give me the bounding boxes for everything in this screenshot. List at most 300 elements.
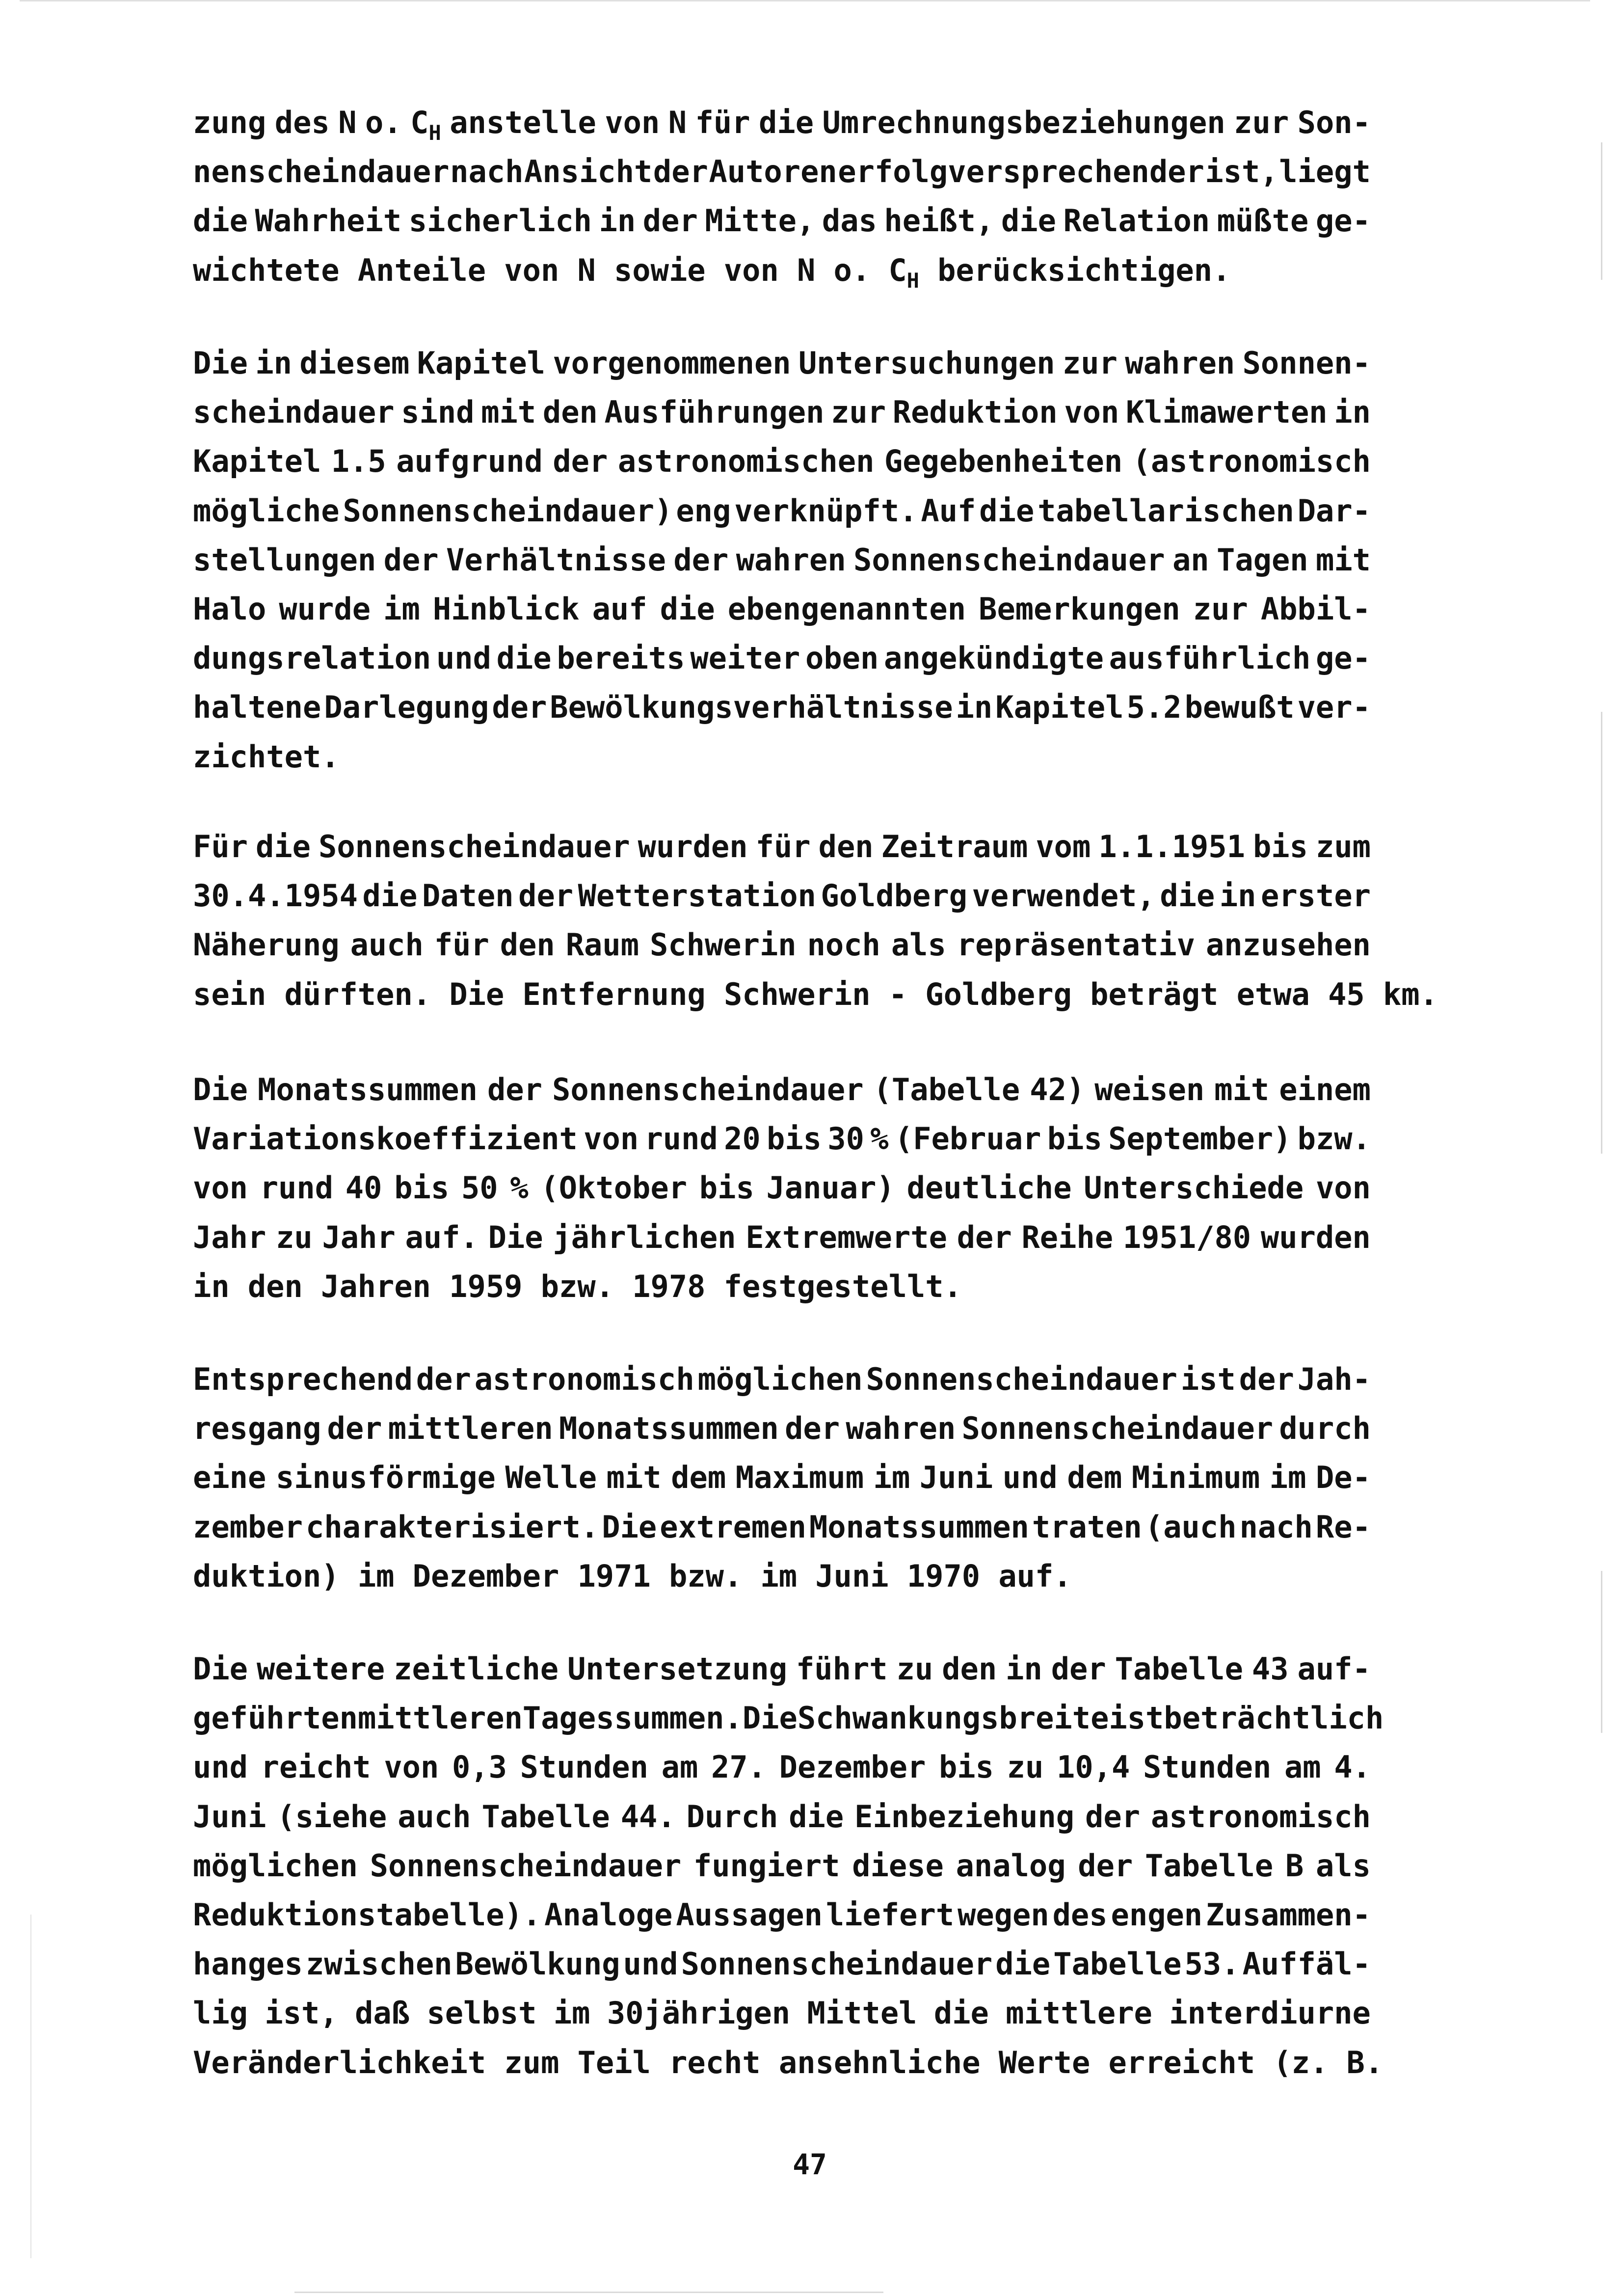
- word: Juni: [815, 1558, 889, 1594]
- word: Dar-: [1297, 493, 1371, 529]
- word: Variationskoeffizient: [193, 1121, 578, 1157]
- word: 30jährigen: [607, 1995, 791, 2031]
- word: sicherlich: [408, 203, 592, 239]
- word: deutliche: [906, 1170, 1072, 1206]
- word: 45: [1328, 976, 1365, 1012]
- word: Zeitraum: [881, 829, 1028, 864]
- text-line: [193, 822, 1371, 871]
- word: zichtet.: [193, 739, 340, 775]
- word: der: [1051, 1651, 1106, 1687]
- scan-edge-right-3: [1601, 1571, 1602, 1733]
- word: der: [492, 689, 547, 725]
- word: diese: [852, 1848, 944, 1884]
- word: ver-: [1297, 689, 1371, 725]
- word: o.: [365, 105, 402, 140]
- word: zur: [831, 394, 886, 430]
- word: die: [979, 493, 1035, 529]
- word: Maximum: [735, 1459, 864, 1495]
- word: Reduktion: [892, 394, 1058, 430]
- scan-edge-right-1: [1601, 142, 1602, 280]
- word: im: [873, 1459, 910, 1495]
- word: des: [274, 105, 330, 140]
- word: im: [357, 1558, 395, 1594]
- word: daß: [355, 1995, 410, 2031]
- word: Entfernung: [522, 976, 706, 1012]
- text-line: [193, 388, 1371, 437]
- word: die: [660, 591, 715, 627]
- word: wurden: [1260, 1219, 1371, 1255]
- word: anzusehen: [1205, 927, 1371, 963]
- word: Die: [602, 1509, 657, 1545]
- word: eng: [676, 493, 731, 529]
- word: Halo: [193, 591, 266, 627]
- word: -: [888, 976, 907, 1012]
- word: repräsentativ: [957, 927, 1196, 963]
- word: 1951/80: [1122, 1219, 1251, 1255]
- word: dungsrelation: [193, 640, 431, 676]
- word: Tabelle: [1144, 1848, 1274, 1884]
- text-line: [193, 585, 1371, 634]
- word: Sonnenscheindauer: [961, 1410, 1274, 1446]
- text-line: [193, 1213, 1371, 1262]
- text-line: [193, 871, 1371, 920]
- word: an: [1172, 542, 1209, 578]
- word: lig: [193, 1995, 248, 2031]
- word: die: [1001, 203, 1056, 239]
- text-line: [193, 732, 1371, 782]
- word: 5.2: [1126, 689, 1182, 725]
- text-line: [193, 1841, 1371, 1891]
- word: Tabelle: [1053, 1946, 1182, 1982]
- word: Daten: [422, 878, 514, 914]
- text-line: [193, 2038, 1384, 2087]
- text-line: [193, 1065, 1371, 1114]
- text-line: [193, 1114, 1371, 1163]
- text-line: [193, 147, 1371, 196]
- word: Reihe: [1021, 1219, 1114, 1255]
- word: %: [870, 1121, 889, 1157]
- word: 30: [827, 1121, 864, 1157]
- word: zung: [193, 105, 266, 140]
- word: Autoren: [709, 154, 837, 189]
- text-line: [193, 1989, 1371, 2038]
- word: 20: [724, 1121, 761, 1157]
- word: verknüpft.: [734, 493, 918, 529]
- word: Die: [488, 1219, 543, 1255]
- word: bis: [699, 1170, 754, 1206]
- word: weitere: [256, 1651, 385, 1687]
- word: Monatssummen: [258, 1072, 478, 1107]
- word: zum: [504, 2045, 559, 2080]
- word: Mitte,: [705, 203, 815, 239]
- word: bis: [1047, 1121, 1102, 1157]
- word: ge-: [1315, 640, 1371, 676]
- word: 0,3: [452, 1749, 507, 1785]
- word: ist,: [265, 1995, 338, 2031]
- word: ist,: [1205, 154, 1278, 189]
- word: zwischen: [306, 1946, 452, 1982]
- word: Jah-: [1297, 1361, 1371, 1397]
- word: auf-: [1297, 1651, 1371, 1687]
- word: 30.4.1954: [193, 878, 358, 914]
- word: und: [436, 640, 491, 676]
- word: in: [956, 689, 993, 725]
- word: Abbil-: [1260, 591, 1371, 627]
- word: auf.: [405, 1219, 479, 1255]
- word: Monatssummen: [809, 1509, 1029, 1545]
- word: geführten: [193, 1700, 358, 1736]
- word: 10,4: [1057, 1749, 1130, 1785]
- word: am: [661, 1749, 698, 1785]
- word: Sonnenscheindauer: [866, 1361, 1177, 1397]
- word: Juni: [193, 1799, 266, 1835]
- word: Die: [193, 1651, 248, 1687]
- word: Näherung: [193, 927, 340, 963]
- word: den: [247, 1269, 303, 1304]
- word: Jahr: [322, 1219, 396, 1255]
- word: im: [1269, 1459, 1306, 1495]
- word: N: [577, 252, 596, 288]
- word: mit: [1214, 1072, 1270, 1107]
- word: 1978: [632, 1269, 706, 1304]
- word: weisen: [1094, 1072, 1205, 1107]
- page-number: 47: [793, 2148, 827, 2181]
- word: für: [755, 829, 811, 864]
- word: wahren: [736, 542, 846, 578]
- word: Schwerin: [649, 927, 797, 963]
- word: das: [822, 203, 877, 239]
- word: 4.: [1334, 1749, 1371, 1785]
- word: in: [1334, 394, 1371, 430]
- word: Tagessummen.: [522, 1700, 743, 1736]
- word: (astronomisch: [1132, 443, 1371, 479]
- word: mittleren: [388, 1410, 553, 1446]
- word: $C_H$: [410, 105, 441, 145]
- word: jährlichen: [553, 1219, 736, 1255]
- word: sein: [193, 976, 266, 1012]
- word: Minimum: [1131, 1459, 1260, 1495]
- text-line: [193, 1792, 1371, 1841]
- word: der: [327, 1410, 382, 1446]
- word: Bewölkung: [455, 1946, 620, 1982]
- word: Tabelle: [481, 1799, 610, 1835]
- word: von: [193, 1170, 248, 1206]
- word: Sonnenscheindauer: [552, 1072, 864, 1107]
- text-line: [193, 1645, 1371, 1694]
- word: B.: [1346, 2045, 1384, 2080]
- word: im: [383, 591, 420, 627]
- word: Sonnen-: [1242, 345, 1371, 381]
- word: rund: [260, 1170, 334, 1206]
- word: 1959: [449, 1269, 523, 1304]
- word: beträgt: [1090, 976, 1219, 1012]
- word: (siehe: [277, 1799, 387, 1835]
- word: in: [193, 1269, 230, 1304]
- word: die: [256, 829, 311, 864]
- word: Auf: [921, 493, 976, 529]
- word: mittleren: [357, 1700, 523, 1736]
- word: anstelle: [450, 105, 596, 140]
- text-line: [193, 339, 1371, 388]
- word: weiter: [690, 640, 800, 676]
- word: Dezember: [779, 1749, 926, 1785]
- word: der: [957, 1219, 1012, 1255]
- word: Bewölkungsverhältnisse: [550, 689, 953, 725]
- word: $C_H$: [888, 252, 919, 293]
- word: Jahr: [193, 1219, 266, 1255]
- word: müßte: [1217, 203, 1309, 239]
- word: Tagen: [1217, 542, 1308, 578]
- word: Schwankungsbreite: [797, 1700, 1109, 1736]
- word: N: [797, 252, 816, 288]
- word: 42): [1030, 1072, 1085, 1107]
- scan-edge-bottom: [294, 2292, 883, 2293]
- word: Gegebenheiten: [884, 443, 1123, 479]
- word: mittlere: [1006, 1995, 1152, 2031]
- word: der: [416, 1361, 471, 1397]
- word: Untersetzung: [567, 1651, 788, 1687]
- text-line: [193, 920, 1371, 970]
- word: wegen: [958, 1897, 1049, 1933]
- word: einem: [1279, 1072, 1371, 1107]
- body-text: [193, 98, 1438, 2111]
- word: für: [434, 927, 489, 963]
- word: der: [653, 154, 708, 189]
- word: Kapitel: [417, 345, 545, 381]
- word: durch: [1279, 1410, 1371, 1446]
- word: bzw.: [1297, 1121, 1371, 1157]
- word: Analoge: [544, 1897, 673, 1933]
- word: Die: [742, 1700, 798, 1736]
- word: bereits: [557, 640, 685, 676]
- word: am: [1284, 1749, 1321, 1785]
- text-line: [193, 1940, 1371, 1989]
- word: bewußt: [1184, 689, 1295, 725]
- word: Durch: [686, 1799, 778, 1835]
- word: 43: [1251, 1651, 1289, 1687]
- word: die: [995, 1946, 1051, 1982]
- text-line: [193, 1694, 1384, 1743]
- text-line: [193, 1453, 1371, 1502]
- word: nenscheindauer: [193, 154, 450, 189]
- word: in: [1219, 878, 1256, 914]
- word: dürften.: [284, 976, 431, 1012]
- scan-edge-left: [30, 1915, 31, 2258]
- word: nach: [450, 154, 524, 189]
- word: beträchtlich: [1164, 1700, 1384, 1736]
- word: den: [942, 1651, 997, 1687]
- word: (Oktober: [540, 1170, 688, 1206]
- word: extremen: [660, 1509, 806, 1545]
- word: (Tabelle: [873, 1072, 1020, 1107]
- text-line: [193, 196, 1371, 245]
- word: von: [723, 252, 779, 288]
- word: bzw.: [668, 1558, 743, 1594]
- text-line: [193, 536, 1371, 585]
- word: dem: [1067, 1459, 1122, 1495]
- word: wurde: [279, 591, 371, 627]
- word: fungiert: [693, 1848, 840, 1884]
- text-line: [193, 437, 1371, 486]
- word: liefert: [825, 1897, 955, 1933]
- word: resgang: [193, 1410, 321, 1446]
- word: recht: [669, 2045, 761, 2080]
- word: vorgenommenen: [553, 345, 791, 381]
- word: Relation: [1063, 203, 1210, 239]
- word: Bemerkungen: [979, 591, 1180, 627]
- word: mit: [1316, 542, 1371, 578]
- word: zur: [1193, 591, 1248, 627]
- word: interdiurne: [1169, 1995, 1371, 2031]
- word: die: [1160, 878, 1215, 914]
- text-line: [193, 1355, 1371, 1404]
- word: wichtete: [193, 252, 340, 288]
- word: der: [673, 542, 729, 578]
- word: astronomischen: [617, 443, 875, 479]
- word: in: [599, 203, 636, 239]
- word: sind: [401, 394, 475, 430]
- word: stellungen: [193, 542, 376, 578]
- word: dem: [671, 1459, 726, 1495]
- word: von: [605, 105, 660, 140]
- word: 1.5: [331, 443, 386, 479]
- word: Die: [193, 345, 248, 381]
- word: bis: [394, 1170, 450, 1206]
- word: zeitliche: [394, 1651, 559, 1687]
- word: führt: [796, 1651, 888, 1687]
- word: Dezember: [412, 1558, 559, 1594]
- word: angekündigte: [884, 640, 1104, 676]
- word: 1971: [577, 1558, 651, 1594]
- word: die: [933, 1995, 989, 2031]
- word: der: [785, 1410, 840, 1446]
- word: und: [1002, 1459, 1058, 1495]
- subscript: H: [428, 121, 441, 145]
- word: Jahren: [321, 1269, 431, 1304]
- word: die: [362, 878, 418, 914]
- word: liegt: [1279, 154, 1371, 189]
- word: als: [1315, 1848, 1371, 1884]
- word: des: [1052, 1897, 1108, 1933]
- word: die: [193, 203, 248, 239]
- word: auch: [398, 1799, 471, 1835]
- text-line: [193, 246, 1371, 295]
- text-line: [193, 683, 1371, 732]
- word: tabellarischen: [1038, 493, 1294, 529]
- word: Klimawerten: [1126, 394, 1328, 430]
- word: Verhältnisse: [446, 542, 666, 578]
- word: in: [1006, 1651, 1042, 1687]
- word: Teil: [577, 2045, 651, 2080]
- word: nach: [1239, 1509, 1313, 1545]
- word: Wetterstation: [578, 878, 816, 914]
- text-line: [193, 1891, 1371, 1940]
- word: bis: [1252, 829, 1308, 864]
- word: Wahrheit: [255, 203, 402, 239]
- word: in: [255, 345, 292, 381]
- word: erfolgversprechender: [838, 154, 1204, 189]
- word: als: [891, 927, 946, 963]
- word: astronomisch: [1151, 1799, 1371, 1835]
- word: rund: [644, 1121, 718, 1157]
- text-line: [193, 970, 1438, 1019]
- word: Anteile: [357, 252, 486, 288]
- word: von: [1064, 394, 1119, 430]
- word: auch: [350, 927, 424, 963]
- word: N: [338, 105, 357, 140]
- word: heißt,: [884, 203, 994, 239]
- word: Sonnenscheindauer: [681, 1946, 993, 1982]
- word: den: [542, 394, 598, 430]
- word: mit: [606, 1459, 662, 1495]
- word: Die: [449, 976, 505, 1012]
- word: wurden: [638, 829, 748, 864]
- word: noch: [807, 927, 880, 963]
- word: wahren: [1125, 345, 1235, 381]
- word: reicht: [261, 1749, 371, 1785]
- word: selbst: [426, 1995, 537, 2031]
- text-line: [193, 1743, 1371, 1792]
- word: der: [642, 203, 698, 239]
- word: Einbeziehung: [854, 1799, 1075, 1835]
- word: der: [383, 542, 439, 578]
- word: und: [193, 1749, 248, 1785]
- word: Ansicht: [524, 154, 653, 189]
- word: hanges: [193, 1946, 303, 1982]
- word: den: [818, 829, 874, 864]
- word: möglichen: [697, 1361, 863, 1397]
- word: mögliche: [193, 493, 340, 529]
- text-line: [193, 1262, 1371, 1311]
- word: der: [553, 443, 608, 479]
- text-line: [193, 634, 1371, 683]
- word: etwa: [1236, 976, 1310, 1012]
- word: ist: [1109, 1700, 1164, 1736]
- word: der: [1078, 1848, 1133, 1884]
- word: astronomisch: [474, 1361, 694, 1397]
- word: Raum: [565, 927, 639, 963]
- word: mit: [481, 394, 536, 430]
- text-line: [193, 1552, 1371, 1601]
- word: km.: [1383, 976, 1438, 1012]
- word: der: [1085, 1799, 1141, 1835]
- word: von: [1315, 1170, 1371, 1206]
- word: Januar): [766, 1170, 895, 1206]
- word: auf.: [998, 1558, 1072, 1594]
- word: 27.: [711, 1749, 766, 1785]
- word: (Februar: [894, 1121, 1041, 1157]
- word: bis: [938, 1749, 994, 1785]
- word: vom: [1036, 829, 1091, 864]
- word: Juni: [919, 1459, 993, 1495]
- word: zu: [276, 1219, 313, 1255]
- word: eine: [193, 1459, 266, 1495]
- word: Mittel: [807, 1995, 917, 2031]
- word: duktion): [193, 1558, 340, 1594]
- word: %: [510, 1170, 529, 1206]
- text-line: [193, 1163, 1371, 1213]
- word: 44.: [620, 1799, 676, 1835]
- word: den: [500, 927, 555, 963]
- word: Sonnenscheindauer: [370, 1848, 682, 1884]
- word: September): [1108, 1121, 1292, 1157]
- word: Zusammen-: [1206, 1897, 1371, 1933]
- word: ansehnliche: [778, 2045, 981, 2080]
- word: von: [584, 1121, 639, 1157]
- word: erster: [1261, 878, 1371, 914]
- word: Stunden: [1143, 1749, 1272, 1785]
- word: Tabelle: [1115, 1651, 1243, 1687]
